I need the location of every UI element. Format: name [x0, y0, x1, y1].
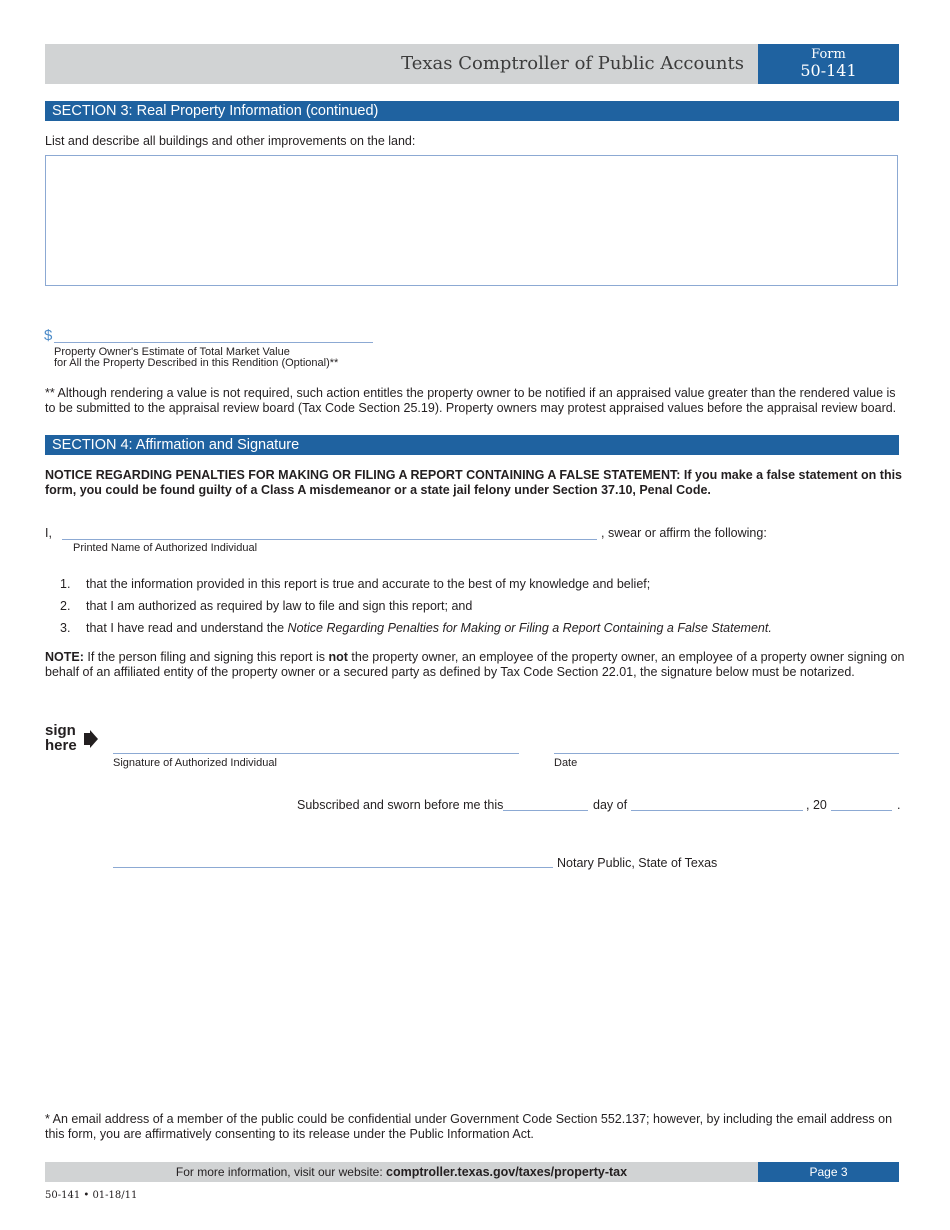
signature-label: Signature of Authorized Individual — [113, 757, 277, 769]
affirmation-item-2 — [60, 599, 472, 614]
penalty-notice: NOTICE REGARDING PENALTIES FOR MAKING OR FILING A REPORT CONTAINING A FALSE STATEMENT: If you make a false statement on this form, you could be found guilty of a Class A misdemeanor or a state jail felony under Section 37.10, Penal Code. — [45, 468, 903, 497]
note-part1: If the person filing and signing this report is — [83, 650, 329, 664]
website-link[interactable]: comptroller.texas.gov/taxes/property-tax — [386, 1165, 628, 1179]
form-label: Form — [811, 47, 846, 62]
sworn-year-input[interactable] — [831, 810, 892, 811]
section3-title: SECTION 3: Real Property Information (continued) — [45, 101, 899, 121]
sign-arrow-icon — [84, 730, 98, 748]
item-number: 3. — [60, 621, 71, 635]
page-number: Page 3 — [758, 1162, 899, 1182]
signature-input[interactable] — [113, 753, 519, 754]
note-part2: the property owner, an employee of the property owner, an employee of a property owner signing on behalf of an affiliated entity of the property owner or a secured party as defined by Tax Code Section 22.01, the signature below must be notarized. — [45, 650, 905, 679]
market-value-input[interactable] — [54, 342, 373, 343]
form-revision: 50-141 • 01-18/11 — [45, 1190, 138, 1201]
period-text: . — [897, 798, 901, 812]
item-text: that I have read and understand the — [86, 621, 288, 635]
agency-title: Texas Comptroller of Public Accounts — [401, 53, 744, 74]
email-footnote: * An email address of a member of the public could be confidential under Government Code Section 552.137; however, by including the email address on this form, you are affirmatively consenting to its release under the Public Information Act. — [45, 1112, 893, 1141]
sworn-day-input[interactable] — [503, 810, 588, 811]
item-italic-text: Notice Regarding Penalties for Making or Filing a Report Containing a False Statement. — [287, 621, 772, 635]
affirmation-item-1 — [60, 577, 650, 592]
section4-title: SECTION 4: Affirmation and Signature — [45, 435, 899, 455]
notary-signature-input[interactable] — [113, 867, 553, 868]
footer-info — [45, 1162, 758, 1182]
printed-name-input[interactable] — [62, 539, 597, 540]
form-number-box — [758, 44, 899, 84]
item-number: 1. — [60, 577, 71, 591]
day-of-text: day of — [593, 798, 628, 812]
here-word: here — [45, 737, 77, 754]
note-bold: not — [328, 650, 348, 664]
date-input[interactable] — [554, 753, 899, 754]
improvements-textarea[interactable] — [45, 155, 898, 286]
item-number: 2. — [60, 599, 71, 613]
form-number: 50-141 — [800, 61, 857, 80]
sign-word: sign — [45, 722, 76, 739]
date-label: Date — [554, 757, 578, 769]
item-text: that the information provided in this report is true and accurate to the best of my knowledge and belief; — [86, 577, 651, 591]
footer-info-text: For more information, visit our website: — [175, 1165, 386, 1179]
notary-label: Notary Public, State of Texas — [557, 856, 718, 870]
swear-text: , swear or affirm the following: — [601, 526, 767, 540]
printed-name-label: Printed Name of Authorized Individual — [73, 542, 258, 554]
note-label: NOTE: — [45, 650, 84, 664]
estimate-label-line1: Property Owner's Estimate of Total Market Value — [54, 346, 290, 358]
notarization-note — [45, 650, 905, 680]
estimate-label-line2: for All the Property Described in this Rendition (Optional)** — [54, 357, 339, 369]
subscribed-text: Subscribed and sworn before me this — [297, 798, 504, 812]
improvements-prompt: List and describe all buildings and other improvements on the land: — [45, 134, 416, 148]
i-label: I, — [45, 526, 52, 540]
dollar-sign: $ — [44, 327, 53, 344]
affirmation-item-3 — [60, 621, 772, 636]
sworn-month-input[interactable] — [631, 810, 803, 811]
appraisal-footnote: ** Although rendering a value is not required, such action entitles the property owner to be notified if an appraised value greater than the rendered value is to be submitted to the appraisal review board (Tax Code Section 25.19). Property owners may protest appraised values before the appraisal review board. — [45, 386, 897, 415]
comma-20-text: , 20 — [806, 798, 827, 812]
item-text: that I am authorized as required by law to file and sign this report; and — [86, 599, 473, 613]
